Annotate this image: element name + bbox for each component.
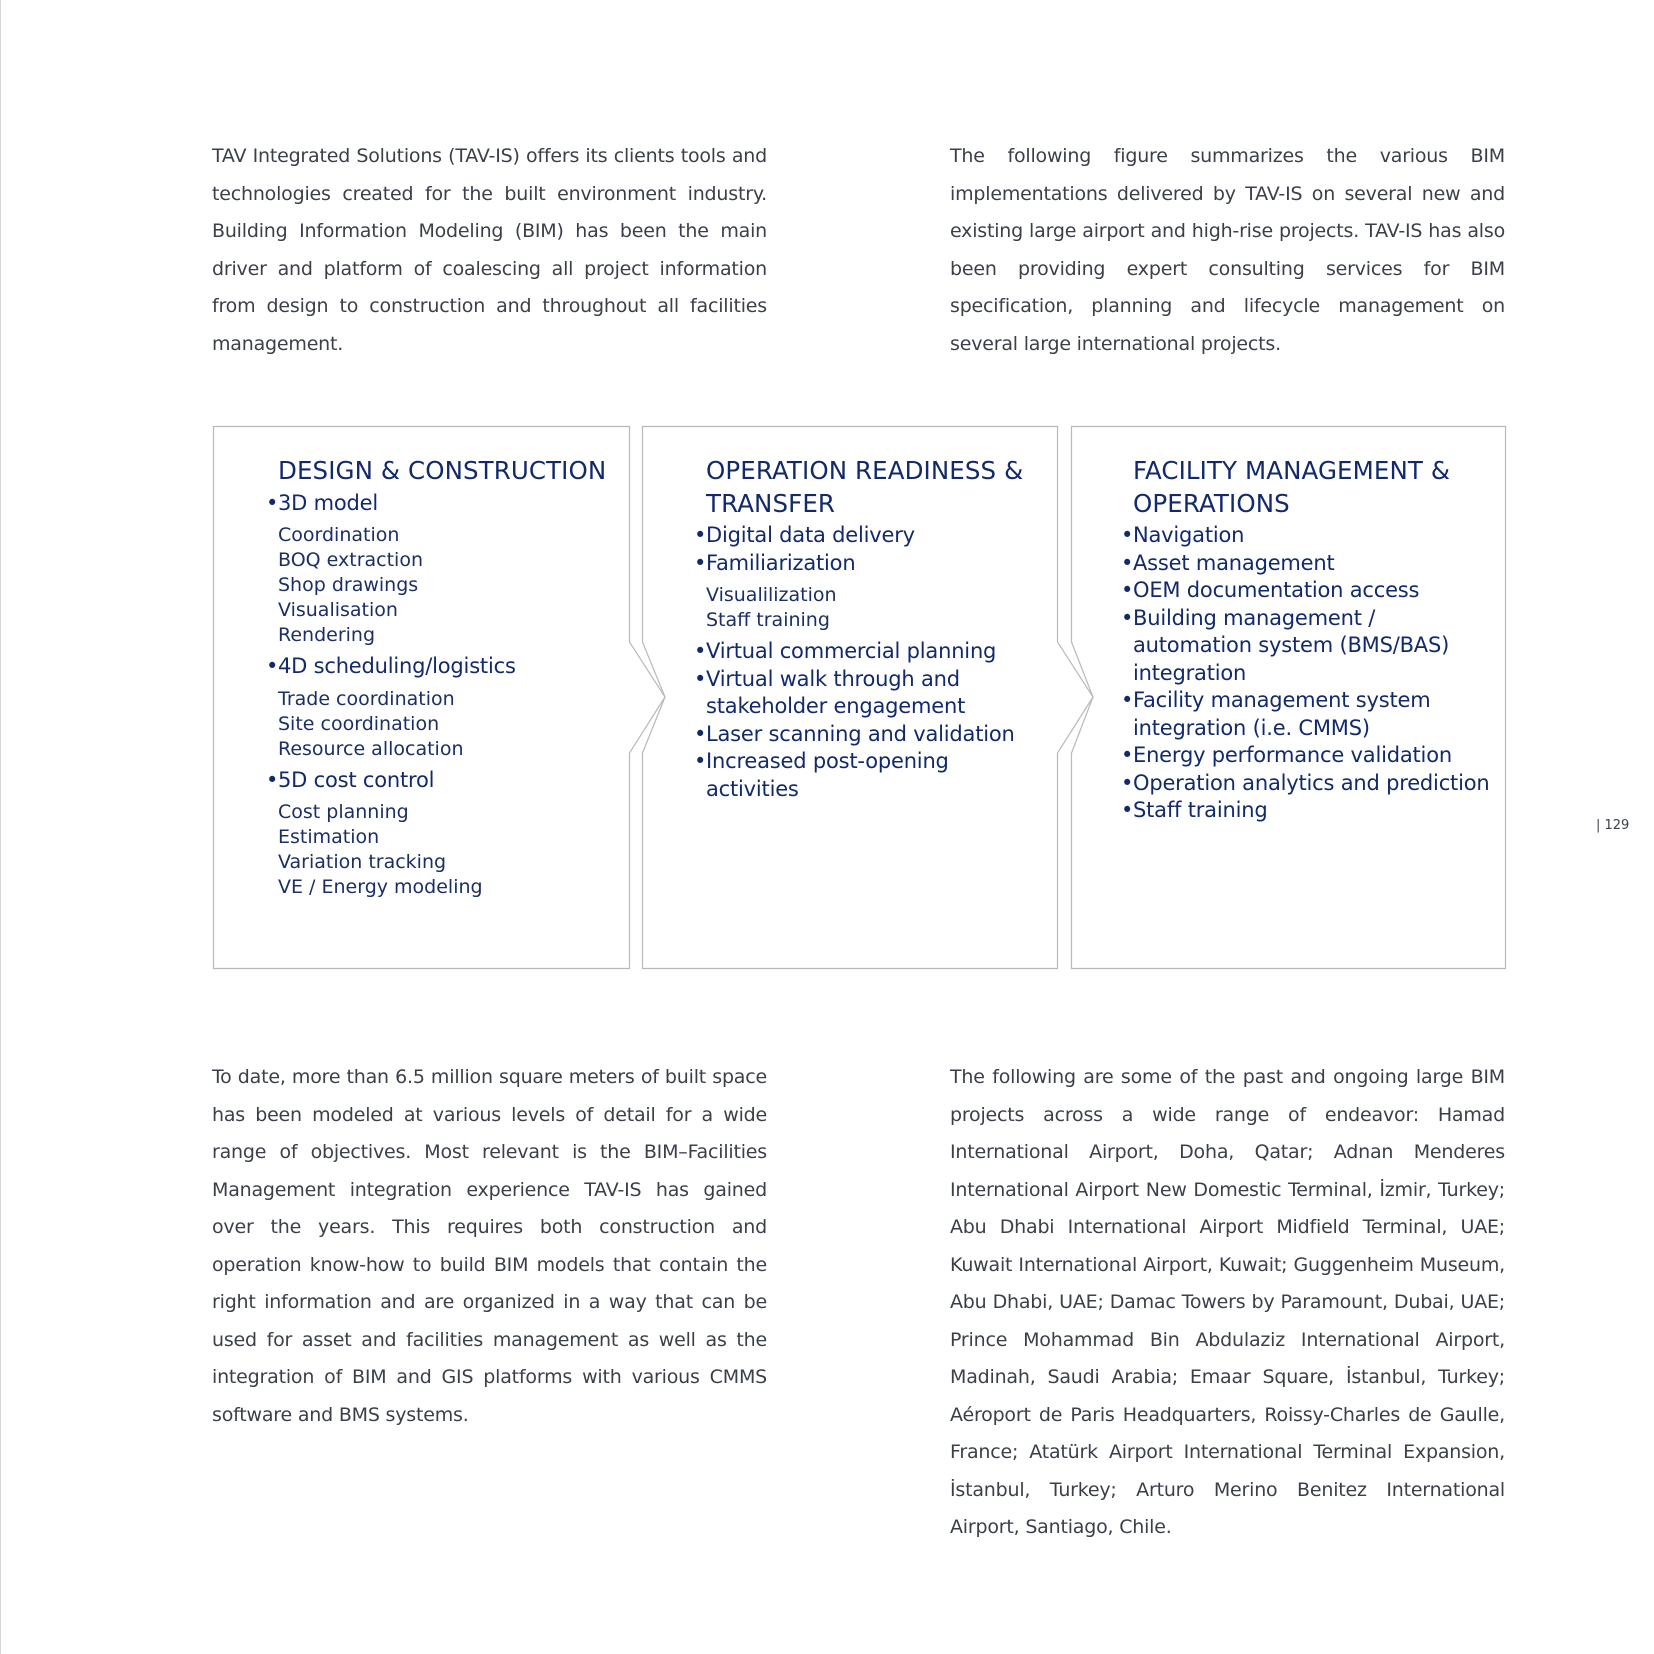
list-item: • 4D scheduling/logistics bbox=[278, 653, 618, 681]
column-design-construction bbox=[278, 455, 618, 905]
column-title: OPERATION READINESS & TRANSFER bbox=[706, 456, 1024, 518]
body-paragraph-left: To date, more than 6.5 million square meters of built space has been modeled at various levels of detail for a wide range of objectives. Most relevant is the BIM–Facilities Management integration experience TAV-IS has gained over the years. This requires both construction and operation know-how to build BIM models that contain the right information and are organized in a way that can be used for asset and facilities management as well as the integration of BIM and GIS platforms with various CMMS software and BMS systems. bbox=[212, 1066, 767, 1426]
column-facility-management bbox=[1133, 455, 1499, 825]
list-item: • Familiarization bbox=[706, 550, 1046, 578]
sub-list-item: VE / Energy modeling bbox=[278, 876, 483, 898]
sub-list-item: Estimation bbox=[278, 826, 380, 848]
column-title: DESIGN & CONSTRUCTION bbox=[278, 456, 607, 485]
page-number: | 129 bbox=[1596, 818, 1630, 833]
sub-list-wrapper bbox=[706, 583, 1046, 633]
list-item: • Virtual walk through and stakeholder engagement bbox=[706, 666, 1046, 721]
list-item: • Asset management bbox=[1133, 550, 1499, 578]
list-item: • Building management / automation system (BMS/BAS) integration bbox=[1133, 605, 1499, 688]
list-item: • Navigation bbox=[1133, 522, 1499, 550]
list-item: • Energy performance validation bbox=[1133, 742, 1499, 770]
sub-list bbox=[278, 687, 618, 762]
list-item: • Staff training bbox=[1133, 797, 1499, 825]
sub-list-item: Visualilization bbox=[706, 584, 837, 606]
column-title: FACILITY MANAGEMENT & OPERATIONS bbox=[1133, 456, 1451, 518]
sub-list-item: Shop drawings bbox=[278, 574, 419, 596]
sub-list-item: Coordination bbox=[278, 524, 400, 546]
sub-list-wrapper bbox=[278, 800, 618, 900]
page-edge-rule bbox=[0, 0, 1, 1654]
list-item: • OEM documentation access bbox=[1133, 577, 1499, 605]
sub-list-wrapper bbox=[278, 687, 618, 762]
intro-paragraph-left: TAV Integrated Solutions (TAV-IS) offers its clients tools and technologies created for the built environment industry. Building Information Modeling (BIM) has been the main driver and platform of coalescing all project information from design to construction and throughout all facilities management. bbox=[212, 145, 767, 355]
sub-list-item: Resource allocation bbox=[278, 737, 464, 760]
item-list bbox=[278, 490, 618, 901]
list-item: • Increased post-opening activities bbox=[706, 748, 1046, 803]
sub-list-item: Site coordination bbox=[278, 712, 440, 735]
list-item: • Virtual commercial planning bbox=[706, 638, 1046, 666]
list-item: • 5D cost control bbox=[278, 767, 618, 795]
item-list bbox=[1133, 522, 1499, 825]
sub-list bbox=[278, 523, 618, 648]
sub-list-item: Cost planning bbox=[278, 801, 409, 823]
sub-list-item: Rendering bbox=[278, 624, 376, 646]
list-item: • Facility management system integration (i.e. CMMS) bbox=[1133, 687, 1499, 742]
sub-list-item: Staff training bbox=[706, 609, 830, 631]
intro-paragraph-right: The following figure summarizes the various BIM implementations delivered by TAV-IS on several new and existing large airport and high-rise projects. TAV-IS has also been providing expert consulting services for BIM specification, planning and lifecycle management on several large international projects. bbox=[950, 145, 1505, 355]
list-item: • Laser scanning and validation bbox=[706, 721, 1046, 749]
body-paragraph-right: The following are some of the past and ongoing large BIM projects across a wide range of endeavor: Hamad International Airport, Doha, Qatar; Adnan Menderes International Airport New Domestic Terminal, İzmir, Turkey; Abu Dhabi International Airport Midfield Terminal, UAE; Kuwait International Airport, Kuwait; Guggenheim Museum, Abu Dhabi, UAE; Damac Towers by Paramount, Dubai, UAE; Prince Mohammad Bin Abdulaziz International Airport, Madinah, Saudi Arabia; Emaar Square, İstanbul, Turkey; Aéroport de Paris Headquarters, Roissy-Charles de Gaulle, France; Atatürk Airport International Terminal Expansion, İstanbul, Turkey; Arturo Merino Benitez International Airport, Santiago, Chile. bbox=[950, 1066, 1505, 1538]
sub-list bbox=[278, 800, 618, 900]
list-item: • 3D model bbox=[278, 490, 618, 518]
sub-list-item: Variation tracking bbox=[278, 851, 447, 873]
sub-list-item: Visualisation bbox=[278, 599, 398, 621]
sub-list-wrapper bbox=[278, 523, 618, 648]
list-item: • Digital data delivery bbox=[706, 522, 1046, 550]
sub-list-item: BOQ extraction bbox=[278, 549, 423, 571]
sub-list bbox=[706, 583, 1046, 633]
list-item: • Operation analytics and prediction bbox=[1133, 770, 1499, 798]
sub-list-item: Trade coordination bbox=[278, 687, 455, 710]
item-list bbox=[706, 522, 1046, 803]
column-operation-readiness bbox=[706, 455, 1046, 803]
